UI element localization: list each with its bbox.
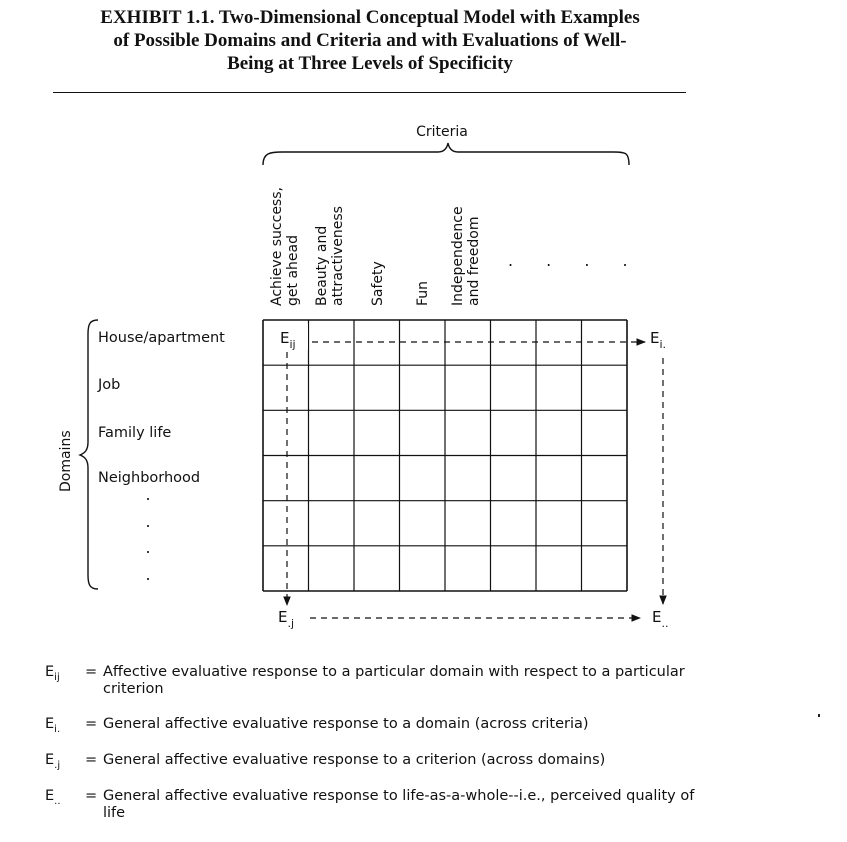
criterion-label-success-l2: get ahead — [285, 235, 301, 306]
domain-label-job: Job — [98, 377, 121, 393]
title-line-3: Being at Three Levels of Specificity — [227, 53, 513, 74]
symbol-eall: $E_{..}$ — [652, 608, 669, 630]
criterion-label-beauty-l1: Beauty and — [314, 225, 330, 306]
criterion-label-beauty-l2: attractiveness — [330, 206, 346, 306]
criteria-ellipsis: . . . . — [508, 251, 642, 270]
evaluation-grid — [263, 320, 627, 591]
symbol-ej: $E_{.j}$ — [278, 608, 295, 630]
domain-ellipsis-2: . — [145, 512, 151, 531]
title-line-2: of Possible Domains and Criteria and with Evaluations of Well- — [113, 30, 627, 51]
criterion-label-safety: Safety — [370, 261, 386, 306]
criterion-label-success-l1: Achieve success, — [269, 187, 285, 306]
domain-ellipsis-4: . — [145, 565, 151, 584]
criterion-label-fun: Fun — [415, 280, 431, 306]
criterion-label-independence-l1: Independence — [450, 206, 466, 306]
stray-mark — [818, 714, 820, 717]
domain-label-family: Family life — [98, 425, 172, 441]
domain-ellipsis-3: . — [145, 538, 151, 557]
domain-label-house: House/apartment — [98, 330, 225, 346]
domains-label: Domains — [58, 430, 74, 492]
symbol-ei: $E_{i.}$ — [650, 329, 667, 351]
domain-label-neighborhood: Neighborhood — [98, 470, 201, 486]
criteria-label: Criteria — [416, 124, 468, 140]
domain-ellipsis-1: . — [145, 485, 151, 504]
title-line-1: EXHIBIT 1.1. Two-Dimensional Conceptual Model with Examples — [100, 7, 640, 28]
symbol-eij: $E_{ij}$ — [280, 329, 296, 351]
domains-brace — [80, 320, 98, 589]
criteria-brace — [263, 143, 629, 165]
criterion-label-independence-l2: and freedom — [466, 216, 482, 306]
